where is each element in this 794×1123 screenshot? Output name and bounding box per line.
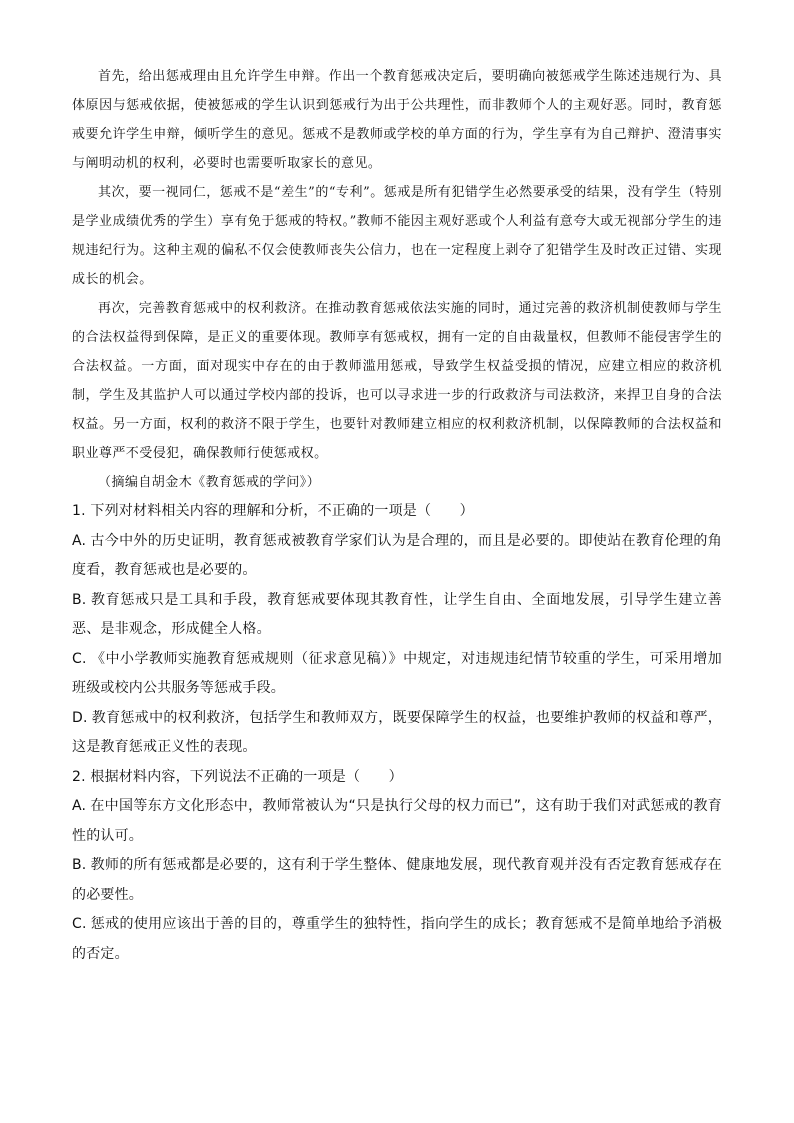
option-b bbox=[72, 586, 722, 645]
option-text: 在中国等东方文化形态中，教师常被认为“只是执行父母的权力而已”，这有助于我们对武惩戒的教育性的认可。 bbox=[72, 798, 722, 844]
option-text: 教育惩戒只是工具和手段，教育惩戒要体现其教育性，让学生自由、全面地发展，引导学生建立善恶、是非观念，形成健全人格。 bbox=[72, 591, 722, 637]
option-text: 教育惩戒中的权利救济，包括学生和教师双方，既要保障学生的权益，也要维护教师的权益和尊严，这是教育惩戒正义性的表现。 bbox=[72, 709, 722, 755]
option-text: 教师的所有惩戒都是必要的，这有利于学生整体、健康地发展，现代教育观并没有否定教育惩戒存在的必要性。 bbox=[72, 857, 722, 903]
question-list bbox=[72, 497, 722, 969]
reading-passage bbox=[72, 62, 722, 497]
document-page bbox=[72, 62, 722, 969]
option-letter: D. bbox=[72, 709, 88, 726]
option-text: 惩戒的使用应该出于善的目的，尊重学生的独特性，指向学生的成长；教育惩戒不是简单地给予消极的否定。 bbox=[72, 916, 722, 962]
option-letter: C. bbox=[72, 650, 87, 667]
option-text: 《中小学教师实施教育惩戒规则（征求意见稿）》中规定，对违规违纪情节较重的学生，可采用增加班级或校内公共服务等惩戒手段。 bbox=[72, 650, 722, 696]
option-a bbox=[72, 527, 722, 586]
passage-source: （摘编自胡金木《教育惩戒的学问》） bbox=[98, 475, 321, 490]
option-b bbox=[72, 851, 722, 910]
option-letter: B. bbox=[72, 591, 87, 608]
passage-paragraph: 首先，给出惩戒理由且允许学生申辩。作出一个教育惩戒决定后，要明确向被惩戒学生陈述违规行为、具体原因与惩戒依据，使被惩戒的学生认识到惩戒行为出于公共理性，而非教师个人的主观好恶。同时，教育惩戒要允许学生申辩，倾听学生的意见。惩戒不是教师或学校的单方面的行为，学生享有为自己辩护、澄清事实与阐明动机的权利，必要时也需要听取家长的意见。 bbox=[72, 69, 722, 171]
option-d bbox=[72, 704, 722, 763]
option-text: 古今中外的历史证明，教育惩戒被教育学家们认为是合理的，而且是必要的。即使站在教育伦理的角度看，教育惩戒也是必要的。 bbox=[72, 532, 722, 578]
question-stem: 2. 根据材料内容，下列说法不正确的一项是（ ） bbox=[72, 768, 403, 785]
passage-paragraph: 其次，要一视同仁，惩戒不是“差生”的“专利”。惩戒是所有犯错学生必然要承受的结果，没有学生（特别是学业成绩优秀的学生）享有免于惩戒的特权。”教师不能因主观好恶或个人利益有意夸大或无视部分学生的违规违纪行为。这种主观的偏私不仅会使教师丧失公信力，也在一定程度上剥夺了犯错学生及时改正过错、实现成长的机会。 bbox=[72, 185, 722, 287]
question-stem: 1. 下列对材料相关内容的理解和分析，不正确的一项是（ ） bbox=[72, 503, 474, 519]
option-letter: C. bbox=[72, 916, 87, 932]
question-2 bbox=[72, 763, 722, 970]
option-c bbox=[72, 910, 722, 969]
option-a bbox=[72, 792, 722, 851]
question-1 bbox=[72, 497, 722, 763]
passage-paragraph: 再次，完善教育惩戒中的权利救济。在推动教育惩戒依法实施的同时，通过完善的救济机制使教师与学生的合法权益得到保障，是正义的重要体现。教师享有惩戒权，拥有一定的自由裁量权，但教师不能侵害学生的合法权益。一方面，面对现实中存在的由于教师滥用惩戒，导致学生权益受损的情况，应建立相应的救济机制，学生及其监护人可以通过学校内部的投诉，也可以寻求进一步的行政救济与司法救济，来捍卫自身的合法权益。另一方面，权利的救济不限于学生，也要针对教师建立相应的权利救济机制，以保障教师的合法权益和职业尊严不受侵犯，确保教师行使惩戒权。 bbox=[72, 301, 722, 461]
option-c bbox=[72, 645, 722, 704]
option-letter: B. bbox=[72, 857, 87, 873]
option-letter: A. bbox=[72, 798, 87, 814]
option-letter: A. bbox=[72, 532, 87, 549]
